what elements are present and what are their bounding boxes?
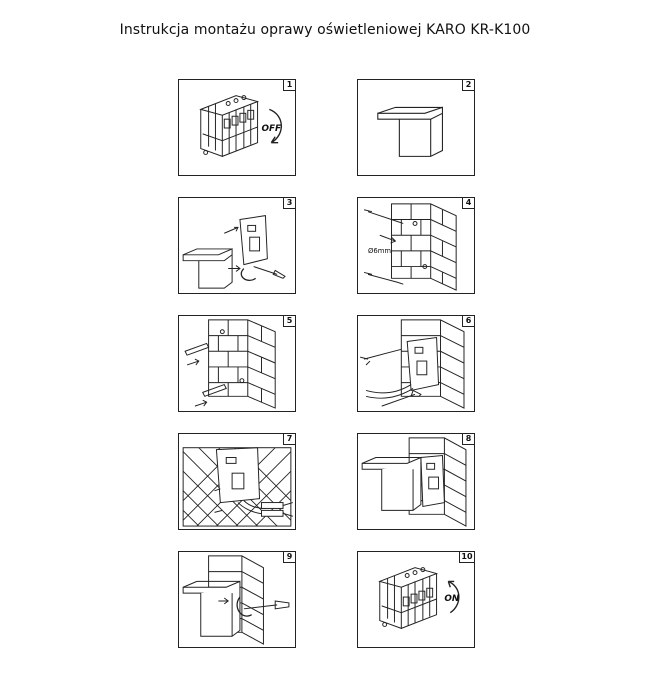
- lamp-illustration: [358, 80, 474, 175]
- step-3-panel: [178, 197, 296, 294]
- tighten-screw-illustration: [179, 552, 295, 647]
- step-2-panel: [357, 79, 475, 176]
- step-7-panel: [178, 433, 296, 530]
- step-7-number: 7: [283, 433, 296, 445]
- step-6-number: 6: [462, 315, 475, 327]
- wire-connection-illustration: [179, 434, 295, 529]
- on-label: ON: [444, 593, 460, 604]
- step-8-panel: [357, 433, 475, 530]
- breaker-on-illustration: [358, 552, 474, 647]
- mount-plate-illustration: [358, 316, 474, 411]
- drill-size-label: Ø6mm: [368, 246, 392, 255]
- step-1-number: 1: [283, 79, 296, 91]
- off-label: OFF: [261, 123, 281, 134]
- step-1-panel: [178, 79, 296, 176]
- wall-plugs-illustration: [179, 316, 295, 411]
- step-10-number: 10: [459, 551, 475, 563]
- step-9-number: 9: [283, 551, 296, 563]
- step-2-number: 2: [462, 79, 475, 91]
- step-3-number: 3: [283, 197, 296, 209]
- step-6-panel: [357, 315, 475, 412]
- remove-mounting-plate-illustration: [179, 198, 295, 293]
- drill-wall-illustration: [358, 198, 474, 293]
- step-4-panel: [357, 197, 475, 294]
- step-8-number: 8: [462, 433, 475, 445]
- step-5-panel: [178, 315, 296, 412]
- step-10-panel: [357, 551, 475, 648]
- page-title: Instrukcja montażu oprawy oświetleniowej KARO KR-K100: [119, 22, 531, 38]
- step-4-number: 4: [462, 197, 475, 209]
- attach-lamp-illustration: [358, 434, 474, 529]
- breaker-off-illustration: [179, 80, 295, 175]
- step-9-panel: [178, 551, 296, 648]
- step-5-number: 5: [283, 315, 296, 327]
